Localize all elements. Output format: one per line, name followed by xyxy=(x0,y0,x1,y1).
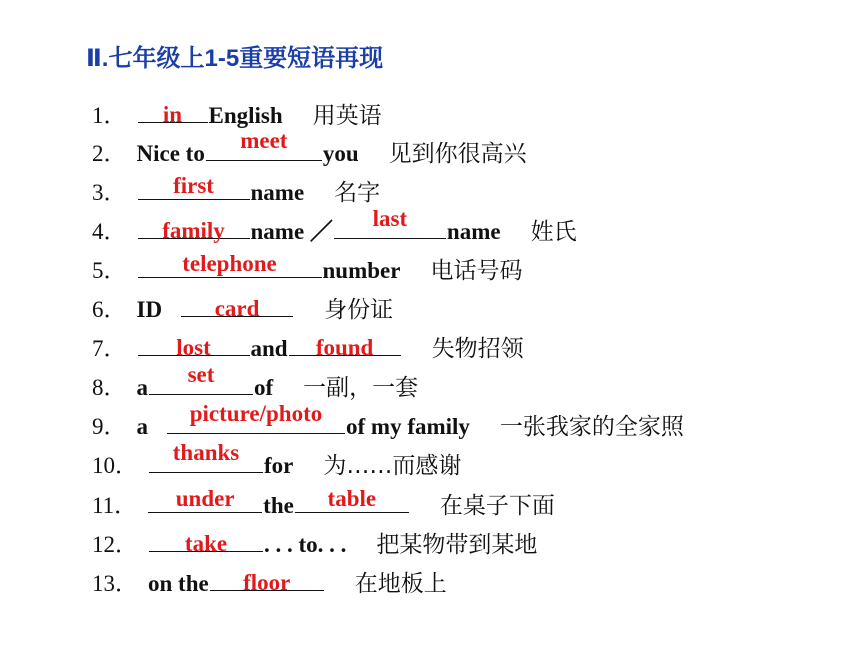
list-item xyxy=(92,173,380,209)
list-item xyxy=(92,128,527,170)
phrase-text: number xyxy=(322,258,401,283)
phrase-text: ID xyxy=(136,297,163,322)
item-number: 5． xyxy=(92,258,127,283)
answer-text: thanks xyxy=(172,440,240,465)
chinese-meaning: 在地板上 xyxy=(354,571,447,597)
answer-blank xyxy=(149,362,253,395)
item-number: 4． xyxy=(92,219,127,244)
item-number: 1． xyxy=(92,103,127,128)
chinese-meaning: 电话号码 xyxy=(430,258,523,284)
phrase-text: Nice to xyxy=(136,141,205,166)
answer-text: floor xyxy=(243,570,291,595)
item-number: 12． xyxy=(92,532,138,557)
answer-text: set xyxy=(187,362,215,387)
list-item xyxy=(92,96,382,132)
chinese-meaning: 姓氏 xyxy=(530,219,577,245)
list-item xyxy=(92,486,555,522)
phrase-text: name xyxy=(446,219,501,244)
item-number: 13． xyxy=(92,571,138,596)
phrase-text: . . . to. . . xyxy=(264,532,347,557)
answer-blank xyxy=(138,329,250,360)
answer-blank xyxy=(167,401,345,434)
answer-text: meet xyxy=(240,128,288,153)
list-item xyxy=(92,329,524,365)
answer-text: lost xyxy=(176,335,211,360)
list-item xyxy=(92,362,419,404)
phrase-text: of xyxy=(254,375,274,400)
chinese-meaning: 一张我家的全家照 xyxy=(499,414,684,440)
phrase-text: the xyxy=(263,493,294,518)
answer-text: picture/photo xyxy=(189,401,323,426)
chinese-meaning: 为……而感谢 xyxy=(323,453,462,479)
chinese-meaning: 用英语 xyxy=(312,103,382,129)
answer-text: last xyxy=(372,206,408,231)
item-number: 2． xyxy=(92,141,127,166)
answer-text: family xyxy=(162,218,225,243)
answer-blank xyxy=(334,206,446,239)
answer-blank xyxy=(181,290,293,321)
chinese-meaning: 在桌子下面 xyxy=(439,493,555,519)
list-item xyxy=(92,290,393,326)
answer-text: telephone xyxy=(182,251,277,276)
list-item xyxy=(92,251,522,287)
answer-blank xyxy=(138,173,250,200)
answer-blank xyxy=(295,486,409,513)
phrase-text: of my family xyxy=(346,414,470,439)
chinese-meaning: 名字 xyxy=(334,180,381,206)
answer-blank xyxy=(289,329,401,360)
answer-blank xyxy=(210,564,324,595)
answer-blank xyxy=(138,96,208,127)
chinese-meaning: 身份证 xyxy=(324,297,394,323)
answer-blank xyxy=(149,440,263,473)
answer-blank xyxy=(148,486,262,513)
phrase-text: on the xyxy=(148,571,209,596)
phrase-text: you xyxy=(322,141,359,166)
chinese-meaning: 一副，一套 xyxy=(303,375,419,401)
item-number: 9． xyxy=(92,414,127,439)
phrase-text: a xyxy=(136,375,148,400)
item-number: 6． xyxy=(92,297,127,322)
answer-text: table xyxy=(327,486,377,511)
answer-text: found xyxy=(315,335,374,360)
item-number: 3． xyxy=(92,180,127,205)
phrase-text: name ／ xyxy=(250,219,333,244)
list-item xyxy=(92,206,577,248)
answer-text: take xyxy=(184,531,228,556)
phrase-text: and xyxy=(250,336,288,361)
answer-text: in xyxy=(162,102,183,127)
answer-blank xyxy=(149,525,263,556)
page-title: Ⅱ.七年级上1-5重要短语再现 xyxy=(86,45,384,72)
item-number: 11． xyxy=(92,493,138,518)
phrase-text: for xyxy=(264,453,294,478)
list-item xyxy=(92,564,447,600)
chinese-meaning: 把某物带到某地 xyxy=(376,532,538,558)
chinese-meaning: 失物招领 xyxy=(431,336,524,362)
phrase-text: a xyxy=(136,414,148,439)
list-item xyxy=(92,525,537,561)
item-number: 8． xyxy=(92,375,127,400)
answer-text: first xyxy=(173,173,214,198)
answer-blank xyxy=(138,212,250,243)
item-number: 7． xyxy=(92,336,127,361)
answer-text: card xyxy=(214,296,260,321)
answer-blank xyxy=(206,128,322,161)
answer-text: under xyxy=(175,486,235,511)
item-number: 10． xyxy=(92,453,138,478)
answer-blank xyxy=(138,251,322,278)
list-item xyxy=(92,440,462,482)
phrase-text: name xyxy=(250,180,305,205)
chinese-meaning: 见到你很高兴 xyxy=(388,141,527,167)
list-item xyxy=(92,401,684,443)
phrase-text: English xyxy=(208,103,283,128)
